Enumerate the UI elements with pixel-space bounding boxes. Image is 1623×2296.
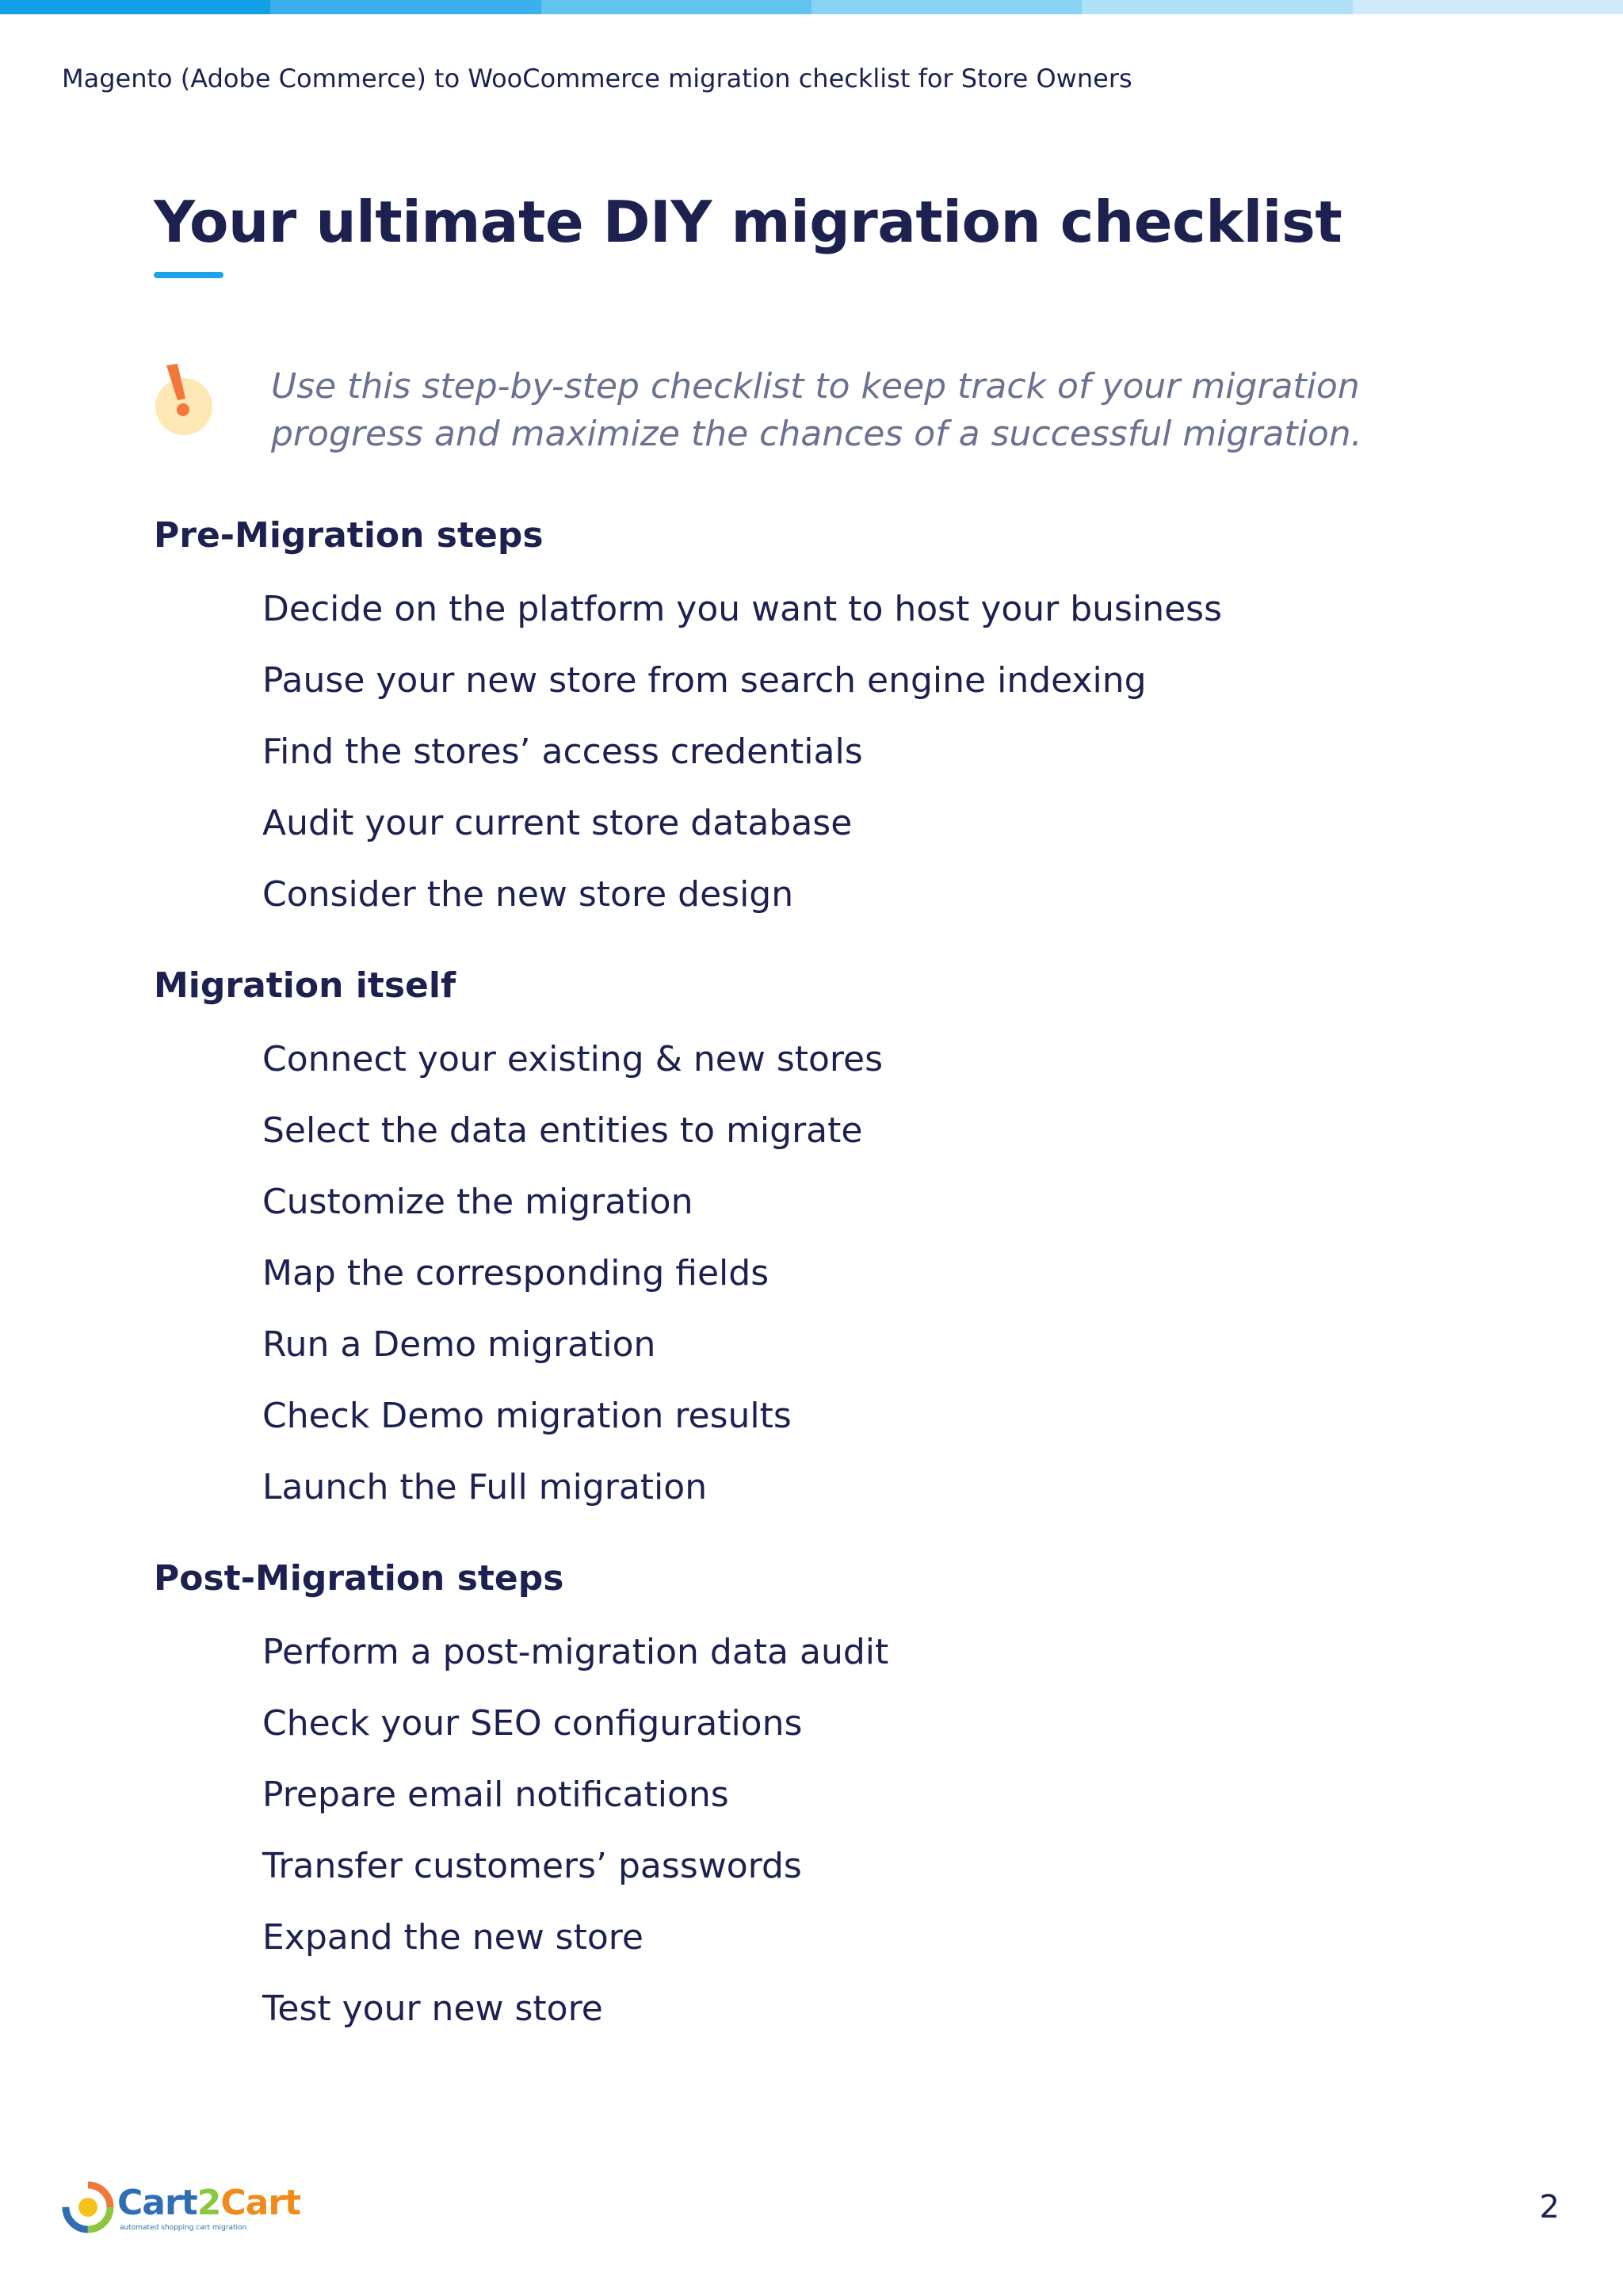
checklist-item: Run a Demo migration xyxy=(262,1324,656,1365)
checklist-item: Consider the new store design xyxy=(262,874,794,915)
top-bar-segment xyxy=(270,0,540,14)
exclamation-icon xyxy=(154,361,216,440)
checklist-item: Perform a post-migration data audit xyxy=(262,1632,889,1672)
checklist-item: Test your new store xyxy=(262,1988,603,2029)
logo-word-2: 2 xyxy=(197,2183,221,2223)
logo-word-cart-2: Cart xyxy=(220,2183,301,2223)
logo-tagline: automated shopping cart migration xyxy=(120,2224,247,2232)
checklist-item: Launch the Full migration xyxy=(262,1467,708,1507)
top-bar-segment xyxy=(1353,0,1623,14)
checklist-item: Pause your new store from search engine indexing xyxy=(262,660,1147,701)
logo-wordmark xyxy=(117,2183,300,2223)
top-bar-segment xyxy=(812,0,1082,14)
top-bar-segment xyxy=(541,0,812,14)
checklist-item: Check your SEO configurations xyxy=(262,1703,803,1744)
section-heading-post-migration: Post-Migration steps xyxy=(154,1558,564,1599)
page-number: 2 xyxy=(1539,2189,1560,2225)
checklist-item: Connect your existing & new stores xyxy=(262,1039,884,1079)
section-heading-pre-migration: Pre-Migration steps xyxy=(154,515,544,556)
checklist-item: Customize the migration xyxy=(262,1182,693,1222)
section-heading-migration-itself: Migration itself xyxy=(154,965,456,1006)
title-underline xyxy=(154,272,223,278)
checklist-item: Check Demo migration results xyxy=(262,1396,792,1436)
cart2cart-logo-icon xyxy=(62,2181,114,2233)
checklist-item: Expand the new store xyxy=(262,1917,643,1958)
checklist-item: Select the data entities to migrate xyxy=(262,1110,863,1151)
page-title: Your ultimate DIY migration checklist xyxy=(154,189,1342,255)
top-bar-segment xyxy=(0,0,270,14)
intro-note: Use this step-by-step checklist to keep track of your migration progress and maximize the chances of a successful migration. xyxy=(271,366,1362,454)
checklist-item: Audit your current store database xyxy=(262,803,853,843)
checklist-item: Transfer customers’ passwords xyxy=(262,1846,802,1886)
checklist-item: Find the stores’ access credentials xyxy=(262,732,863,772)
cart2cart-logo xyxy=(62,2181,301,2237)
checklist-item: Prepare email notifications xyxy=(262,1775,729,1815)
document-header: Magento (Adobe Commerce) to WooCommerce migration checklist for Store Owners xyxy=(62,63,1132,94)
logo-word-cart: Cart xyxy=(117,2183,197,2223)
top-bar-segment xyxy=(1082,0,1352,14)
checklist-item: Map the corresponding fields xyxy=(262,1253,769,1293)
top-color-bar xyxy=(0,0,1623,14)
checklist-item: Decide on the platform you want to host your business xyxy=(262,589,1223,629)
